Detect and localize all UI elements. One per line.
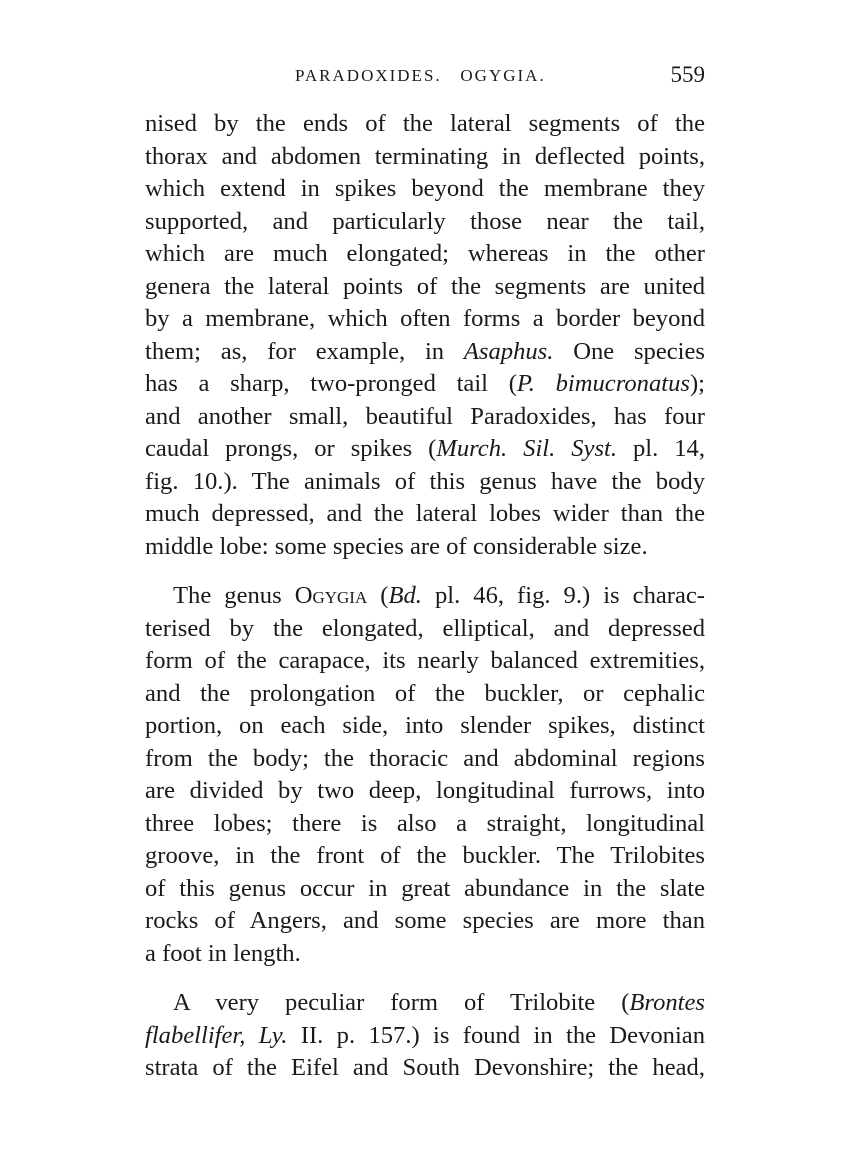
text-line: terised by the elongated, elliptical, and depressed <box>145 614 705 642</box>
genus-name-ogygia: Ogygia <box>294 582 368 609</box>
text-run: has a sharp, two-pronged tail ( <box>145 370 517 397</box>
text-run: pl. 14, <box>617 435 705 462</box>
text-line: groove, in the front of the buckler. The Trilobites <box>145 842 705 869</box>
text-run: II. p. 157.) is found in the Devonian <box>287 1021 705 1049</box>
text-run: ( <box>367 582 389 609</box>
text-line: and another small, beautiful Paradoxides, has four <box>145 402 705 430</box>
text-line <box>145 368 705 401</box>
paragraph-paradoxides <box>145 108 705 563</box>
text-line <box>145 580 705 613</box>
text-line: thorax and abdomen terminating in deflected points, <box>145 142 705 170</box>
body-text <box>145 108 705 1102</box>
genus-name-brontes: Brontes <box>629 989 705 1016</box>
running-head: PARADOXIDES. OGYGIA. <box>295 66 546 85</box>
text-line: genera the lateral points of the segments are united <box>145 272 705 300</box>
text-line: rocks of Angers, and some species are more than <box>145 907 705 934</box>
text-run: ); <box>689 370 705 397</box>
citation: Bd. <box>388 582 422 609</box>
text-line: by a membrane, which often forms a border beyond <box>145 305 705 332</box>
species-citation: flabellifer, Ly. <box>145 1021 288 1049</box>
text-line: form of the carapace, its nearly balanced extremities, <box>145 647 705 674</box>
text-line: middle lobe: some species are of considerable size. <box>145 532 648 560</box>
text-line: supported, and particularly those near the tail, <box>145 207 705 235</box>
text-line: a foot in length. <box>145 939 301 967</box>
text-line: which are much elongated; whereas in the other <box>145 240 705 267</box>
text-run: pl. 46, fig. 9.) is charac- <box>421 582 705 609</box>
text-line: are divided by two deep, longitudinal furrows, into <box>145 777 705 804</box>
text-run: One species <box>553 337 705 365</box>
species-name: P. bimucronatus <box>516 370 690 397</box>
text-line: much depressed, and the lateral lobes wider than the <box>145 500 705 527</box>
page-header <box>145 62 705 92</box>
text-run: The genus <box>173 582 295 609</box>
text-line: of this genus occur in great abundance in the slate <box>145 874 705 902</box>
text-line: and the prolongation of the buckler, or cephalic <box>145 679 705 707</box>
paragraph-ogygia <box>145 580 705 970</box>
citation: Murch. Sil. Syst. <box>436 435 617 462</box>
text-line: from the body; the thoracic and abdominal regions <box>145 744 705 772</box>
text-line <box>145 433 705 466</box>
text-line: nised by the ends of the lateral segments of the <box>145 110 705 137</box>
text-line: fig. 10.). The animals of this genus have the body <box>145 467 705 495</box>
text-line: strata of the Eifel and South Devonshire; the head, <box>145 1054 705 1081</box>
text-line <box>145 336 705 369</box>
text-line <box>145 987 705 1020</box>
text-line: which extend in spikes beyond the membrane they <box>145 175 705 202</box>
text-run: A very peculiar form of Trilobite ( <box>173 989 630 1016</box>
text-line <box>145 1020 705 1053</box>
text-run: caudal prongs, or spikes ( <box>145 435 437 462</box>
paragraph-brontes <box>145 987 705 1085</box>
text-run: them; as, for example, in <box>145 337 464 365</box>
genus-name-asaphus: Asaphus. <box>463 337 554 365</box>
page-number: 559 <box>670 62 705 87</box>
text-line: portion, on each side, into slender spikes, distinct <box>145 712 705 739</box>
text-line: three lobes; there is also a straight, longitudinal <box>145 809 705 837</box>
